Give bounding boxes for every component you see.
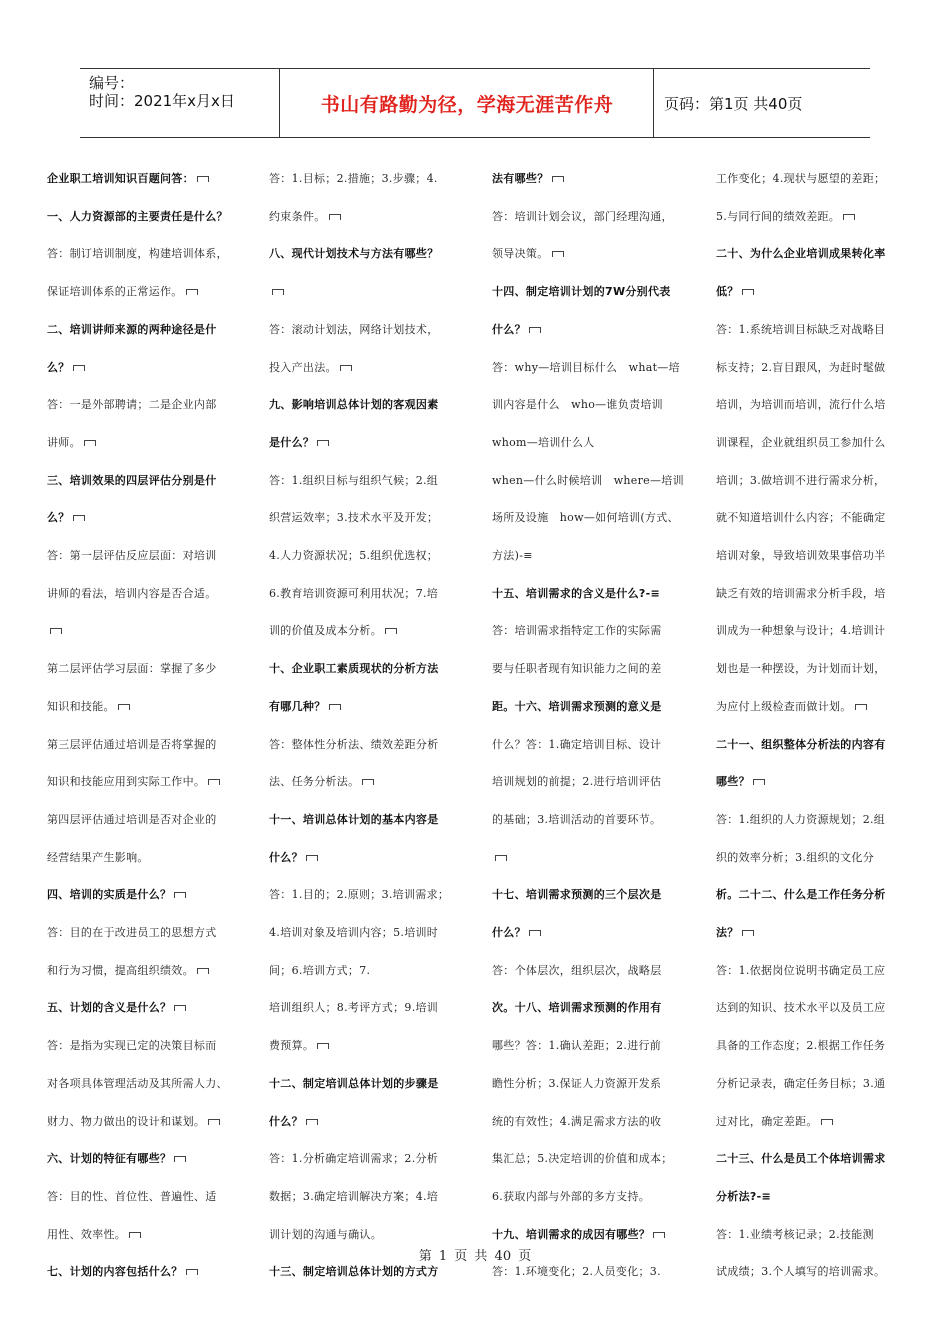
question-line [269, 386, 464, 424]
line-text: 什么？ [269, 850, 303, 864]
line-text: 培训，为培训而培训，流行什么培 [716, 398, 886, 412]
line-text: 十四、制定培训计划的7W分别代表 [492, 285, 671, 299]
answer-line [492, 537, 687, 575]
paragraph-mark-icon [208, 1119, 220, 1125]
question-line [716, 273, 911, 311]
line-text: 二十三、什么是员工个体培训需求 [716, 1152, 886, 1166]
paragraph-mark-icon [174, 1005, 186, 1011]
question-line [47, 160, 242, 198]
line-text: 七、计划的内容包括什么？ [47, 1265, 183, 1279]
answer-line [47, 801, 242, 839]
page-footer: 第 1 页 共 40 页 [418, 1249, 532, 1264]
question-line [716, 1178, 911, 1216]
paragraph-mark-icon [529, 327, 541, 333]
header-motto-cell [281, 69, 654, 137]
line-text: 训成为一种想象与设计；4.培训计 [716, 624, 886, 638]
line-text: 十一、培训总体计划的基本内容是 [269, 812, 439, 826]
answer-line [47, 612, 242, 650]
answer-line [269, 1140, 464, 1178]
question-line [47, 1140, 242, 1178]
answer-line [269, 499, 464, 537]
line-text: 场所及设施 how—如何培训(方式、 [492, 511, 679, 525]
line-text: 四、培训的实质是什么？ [47, 888, 172, 902]
question-line [47, 349, 242, 387]
paragraph-mark-icon [174, 1156, 186, 1162]
line-text: 答：整体性分析法、绩效差距分析 [269, 737, 439, 751]
header-left-cell [80, 69, 280, 137]
paragraph-mark-icon [552, 251, 564, 257]
answer-line [716, 386, 911, 424]
question-line [269, 235, 464, 273]
answer-line [269, 537, 464, 575]
line-text: 法、任务分析法。 [269, 775, 360, 789]
question-line [269, 650, 464, 688]
line-text: 保证培训体系的正常运作。 [47, 285, 183, 299]
paragraph-mark-icon [843, 214, 855, 220]
line-text: 答：1.环境变化；2.人员变化；3. [492, 1265, 661, 1279]
answer-line [47, 235, 242, 273]
question-line [47, 499, 242, 537]
line-text: 4.培训对象及培训内容；5.培训时 [269, 926, 439, 940]
paragraph-mark-icon [272, 289, 284, 295]
question-line [269, 801, 464, 839]
line-text: 知识和技能应用到实际工作中。 [47, 775, 206, 789]
line-text: 分析记录表，确定任务目标；3.通 [716, 1076, 886, 1090]
line-text: 九、影响培训总体计划的客观因素 [269, 398, 439, 412]
answer-line [492, 952, 687, 990]
line-text: 十三、制定培训总体计划的方式方 [269, 1265, 439, 1279]
answer-line [716, 952, 911, 990]
paragraph-mark-icon [317, 440, 329, 446]
paragraph-mark-icon [552, 176, 564, 182]
line-text: 答：滚动计划法，网络计划技术， [269, 322, 439, 336]
answer-line [47, 424, 242, 462]
question-line [716, 876, 911, 914]
question-line [47, 876, 242, 914]
line-text: 答：1.目标；2.措施；3.步骤；4. [269, 172, 438, 185]
answer-line [492, 1027, 687, 1065]
line-text: 五、计划的含义是什么？ [47, 1001, 172, 1015]
line-text: 么？ [47, 511, 70, 525]
line-text: 统的有效性；4.满足需求方法的收 [492, 1114, 662, 1128]
line-text: 答：1.组织的人力资源规划；2.组 [716, 812, 886, 826]
line-text: 十九、培训需求的成因有哪些？ [492, 1227, 651, 1241]
line-text: 十二、制定培训总体计划的步骤是 [269, 1076, 439, 1090]
paragraph-mark-icon [197, 176, 209, 182]
answer-line [269, 989, 464, 1027]
answer-line [716, 424, 911, 462]
page-label: 页码：第1页 共40页 [664, 94, 803, 113]
line-text: 么？ [47, 360, 70, 374]
line-text: 哪些？答：1.确认差距；2.进行前 [492, 1039, 662, 1053]
line-text: 具备的工作态度；2.根据工作任务 [716, 1039, 886, 1053]
line-text: 财力、物力做出的设计和谋划。 [47, 1114, 206, 1128]
line-text: 经营结果产生影响。 [47, 850, 149, 864]
line-text: 法有哪些？ [492, 172, 549, 185]
line-text: 什么？ [492, 322, 526, 336]
paragraph-mark-icon [329, 214, 341, 220]
line-text: 十、企业职工素质现状的分析方法 [269, 662, 439, 676]
paragraph-mark-icon [362, 779, 374, 785]
answer-line [716, 839, 911, 877]
line-text: 培训对象，导致培训效果事倍功半 [716, 549, 886, 563]
question-line [47, 989, 242, 1027]
paragraph-mark-icon [495, 855, 507, 861]
line-text: 对各项具体管理活动及其所需人力、 [47, 1076, 228, 1090]
motto-text: 书山有路勤为径，学海无涯苦作舟 [320, 93, 614, 116]
answer-line [492, 726, 687, 764]
line-text: 数据；3.确定培训解决方案；4.培 [269, 1189, 439, 1203]
line-text: 训内容是什么 who—谁负责培训 [492, 398, 663, 412]
document-header [80, 68, 870, 138]
question-line [47, 462, 242, 500]
line-text: when—什么时候培训 where—培训 [492, 473, 684, 487]
question-line [492, 311, 687, 349]
answer-line [716, 575, 911, 613]
line-text: 要与任职者现有知识能力之间的差 [492, 662, 662, 676]
question-line [716, 726, 911, 764]
answer-line [716, 160, 911, 198]
line-text: 培训组织人；8.考评方式；9.培训 [269, 1001, 439, 1015]
paragraph-mark-icon [742, 930, 754, 936]
paragraph-mark-icon [186, 1269, 198, 1275]
line-text: 为应付上级检查而做计划。 [716, 699, 852, 713]
paragraph-mark-icon [821, 1119, 833, 1125]
answer-line [492, 763, 687, 801]
question-line [47, 311, 242, 349]
answer-line [47, 386, 242, 424]
line-text: 领导决策。 [492, 247, 549, 261]
answer-line [492, 386, 687, 424]
line-text: 三、培训效果的四层评估分别是什 [47, 473, 217, 487]
question-line [716, 914, 911, 952]
line-text: 的基础；3.培训活动的首要环节。 [492, 812, 662, 826]
line-text: 方法)-≡ [492, 549, 533, 563]
answer-line [47, 763, 242, 801]
paragraph-mark-icon [753, 779, 765, 785]
answer-line [716, 537, 911, 575]
answer-line [47, 1065, 242, 1103]
line-text: 5.与同行间的绩效差距。 [716, 209, 841, 223]
answer-line [47, 537, 242, 575]
answer-line [269, 726, 464, 764]
answer-line [492, 1065, 687, 1103]
question-line [492, 989, 687, 1027]
paragraph-mark-icon [73, 365, 85, 371]
answer-line [47, 914, 242, 952]
answer-line [269, 575, 464, 613]
paragraph-mark-icon [174, 892, 186, 898]
line-text: 答：why—培训目标什么 what—培 [492, 360, 680, 374]
question-line [269, 688, 464, 726]
line-text: 二十、为什么企业培训成果转化率 [716, 247, 886, 261]
line-text: 约束条件。 [269, 209, 326, 223]
answer-line [269, 160, 464, 198]
line-text: 答：是指为实现已定的决策目标而 [47, 1039, 217, 1053]
paragraph-mark-icon [129, 1232, 141, 1238]
answer-line [269, 952, 464, 990]
line-text: 工作变化；4.现状与愿望的差距； [716, 172, 886, 185]
question-line [716, 1140, 911, 1178]
answer-line [492, 235, 687, 273]
answer-line [47, 273, 242, 311]
answer-line [716, 349, 911, 387]
line-text: 织的效率分析；3.组织的文化分 [716, 850, 874, 864]
line-text: 缺乏有效的培训需求分析手段，培 [716, 586, 886, 600]
line-text: 试成绩；3.个人填写的培训需求。 [716, 1265, 886, 1279]
paragraph-mark-icon [73, 515, 85, 521]
line-text: 分析法?-≡ [716, 1189, 771, 1203]
line-text: 答：第一层评估反应层面：对培训 [47, 549, 217, 563]
answer-line [269, 1178, 464, 1216]
answer-line [716, 198, 911, 236]
line-text: 答：制订培训制度，构建培训体系， [47, 247, 228, 261]
line-text: 低？ [716, 285, 739, 299]
text-column-2 [269, 160, 464, 1291]
answer-line [47, 650, 242, 688]
answer-line [269, 198, 464, 236]
line-text: 第三层评估通过培训是否将掌握的 [47, 737, 217, 751]
line-text: 什么？ [269, 1114, 303, 1128]
answer-line [47, 726, 242, 764]
line-text: whom—培训什么人 [492, 435, 595, 449]
paragraph-mark-icon [653, 1232, 665, 1238]
line-text: 答：培训计划会议，部门经理沟通， [492, 209, 673, 223]
paragraph-mark-icon [197, 968, 209, 974]
line-text: 答：1.分析确定培训需求；2.分析 [269, 1152, 439, 1166]
line-text: 培训规划的前提；2.进行培训评估 [492, 775, 662, 789]
header-page-cell [654, 69, 870, 137]
line-text: 答：1.组织目标与组织气候；2.组 [269, 473, 439, 487]
line-text: 十五、培训需求的含义是什么?-≡ [492, 586, 660, 600]
line-text: 讲师。 [47, 435, 81, 449]
paragraph-mark-icon [385, 628, 397, 634]
answer-line [47, 1103, 242, 1141]
line-text: 答：1.系统培训目标缺乏对战略目 [716, 322, 886, 336]
answer-line [716, 1065, 911, 1103]
line-text: 训的价值及成本分析。 [269, 624, 382, 638]
line-text: 哪些？ [716, 775, 750, 789]
line-text: 十七、培训需求预测的三个层次是 [492, 888, 662, 902]
line-text: 过对比，确定差距。 [716, 1114, 818, 1128]
answer-line [716, 462, 911, 500]
question-line [47, 198, 242, 236]
answer-line [269, 273, 464, 311]
answer-line [492, 801, 687, 839]
line-text: 是什么？ [269, 435, 315, 449]
question-line [269, 1103, 464, 1141]
paragraph-mark-icon [186, 289, 198, 295]
answer-line [47, 575, 242, 613]
answer-line [716, 989, 911, 1027]
answer-line [47, 839, 242, 877]
answer-line [47, 1027, 242, 1065]
paragraph-mark-icon [118, 704, 130, 710]
text-column-1 [47, 160, 242, 1291]
answer-line [269, 1027, 464, 1065]
answer-line [492, 1103, 687, 1141]
line-text: 用性、效率性。 [47, 1227, 127, 1241]
text-column-4 [716, 160, 911, 1291]
answer-line [716, 650, 911, 688]
line-text: 达到的知识、技术水平以及员工应 [716, 1001, 886, 1015]
line-text: 什么？答：1.确定培训目标、设计 [492, 737, 662, 751]
answer-line [716, 1103, 911, 1141]
line-text: 答：1.业绩考核记录；2.技能测 [716, 1227, 874, 1241]
answer-line [716, 311, 911, 349]
answer-line [269, 876, 464, 914]
question-line [269, 1065, 464, 1103]
line-text: 答：目的在于改进员工的思想方式 [47, 926, 217, 940]
paragraph-mark-icon [742, 289, 754, 295]
line-text: 6.教育培训资源可利用状况；7.培 [269, 586, 439, 600]
question-line [492, 273, 687, 311]
paragraph-mark-icon [50, 628, 62, 634]
paragraph-mark-icon [329, 704, 341, 710]
answer-line [269, 462, 464, 500]
line-text: 法？ [716, 926, 739, 940]
text-column-3 [492, 160, 687, 1291]
question-line [492, 160, 687, 198]
answer-line [47, 688, 242, 726]
line-text: 划也是一种摆设，为计划而计划， [716, 662, 886, 676]
line-text: 4.人力资源状况；5.组织优选权； [269, 549, 439, 563]
answer-line [492, 1178, 687, 1216]
line-text: 八、现代计划技术与方法有哪些？ [269, 247, 439, 261]
line-text: 讲师的看法，培训内容是否合适。 [47, 586, 217, 600]
question-line [492, 688, 687, 726]
answer-line [492, 499, 687, 537]
line-text: 什么？ [492, 926, 526, 940]
line-text: 有哪几种？ [269, 699, 326, 713]
answer-line [492, 1140, 687, 1178]
line-text: 一、人力资源部的主要责任是什么？ [47, 209, 228, 223]
answer-line [492, 462, 687, 500]
paragraph-mark-icon [317, 1043, 329, 1049]
answer-line [492, 198, 687, 236]
line-text: 答：个体层次，组织层次，战略层 [492, 963, 662, 977]
answer-line [492, 839, 687, 877]
line-text: 织营运效率；3.技术水平及开发； [269, 511, 439, 525]
answer-line [492, 612, 687, 650]
question-line [716, 763, 911, 801]
time-label: 时间：2021年x月x日 [89, 92, 235, 110]
question-line [716, 235, 911, 273]
answer-line [716, 612, 911, 650]
line-text: 训计划的沟通与确认。 [269, 1227, 382, 1241]
line-text: 瞻性分析；3.保证人力资源开发系 [492, 1076, 662, 1090]
answer-line [47, 952, 242, 990]
line-text: 距。十六、培训需求预测的意义是 [492, 699, 662, 713]
answer-line [269, 914, 464, 952]
paragraph-mark-icon [306, 1119, 318, 1125]
answer-line [269, 349, 464, 387]
line-text: 答：1.目的；2.原则；3.培训需求； [269, 888, 450, 902]
line-text: 第二层评估学习层面：掌握了多少 [47, 662, 217, 676]
paragraph-mark-icon [84, 440, 96, 446]
line-text: 次。十八、培训需求预测的作用有 [492, 1001, 662, 1015]
line-text: 企业职工培训知识百题问答： [47, 172, 194, 185]
line-text: 集汇总；5.决定培训的价值和成本； [492, 1152, 673, 1166]
question-line [492, 914, 687, 952]
question-line [492, 575, 687, 613]
paragraph-mark-icon [208, 779, 220, 785]
line-text: 费预算。 [269, 1039, 315, 1053]
answer-line [716, 688, 911, 726]
line-text: 析。二十二、什么是工作任务分析 [716, 888, 886, 902]
answer-line [492, 424, 687, 462]
answer-line [716, 499, 911, 537]
line-text: 答：一是外部聘请；二是企业内部 [47, 398, 217, 412]
paragraph-mark-icon [855, 704, 867, 710]
number-label: 编号： [89, 74, 135, 92]
answer-line [269, 612, 464, 650]
paragraph-mark-icon [340, 365, 352, 371]
answer-line [492, 349, 687, 387]
answer-line [716, 1027, 911, 1065]
line-text: 六、计划的特征有哪些？ [47, 1152, 172, 1166]
paragraph-mark-icon [306, 855, 318, 861]
answer-line [47, 1178, 242, 1216]
line-text: 6.获取内部与外部的多方支持。 [492, 1189, 650, 1203]
line-text: 答：培训需求指特定工作的实际需 [492, 624, 662, 638]
question-line [269, 424, 464, 462]
line-text: 二、培训讲师来源的两种途径是什 [47, 322, 217, 336]
line-text: 第四层评估通过培训是否对企业的 [47, 812, 217, 826]
paragraph-mark-icon [529, 930, 541, 936]
line-text: 就不知道培训什么内容；不能确定 [716, 511, 886, 525]
line-text: 二十一、组织整体分析法的内容有 [716, 737, 886, 751]
answer-line [492, 650, 687, 688]
question-line [269, 839, 464, 877]
line-text: 答：1.依据岗位说明书确定员工应 [716, 963, 886, 977]
question-line [492, 876, 687, 914]
line-text: 和行为习惯，提高组织绩效。 [47, 963, 194, 977]
line-text: 答：目的性、首位性、普遍性、适 [47, 1189, 217, 1203]
line-text: 培训；3.做培训不进行需求分析， [716, 473, 886, 487]
answer-line [269, 763, 464, 801]
line-text: 训课程，企业就组织员工参加什么 [716, 435, 886, 449]
line-text: 知识和技能。 [47, 699, 115, 713]
line-text: 间；6.培训方式；7. [269, 963, 371, 977]
line-text: 投入产出法。 [269, 360, 337, 374]
answer-line [716, 801, 911, 839]
line-text: 标支持；2.盲目跟风，为赶时髦做 [716, 360, 886, 374]
answer-line [269, 311, 464, 349]
